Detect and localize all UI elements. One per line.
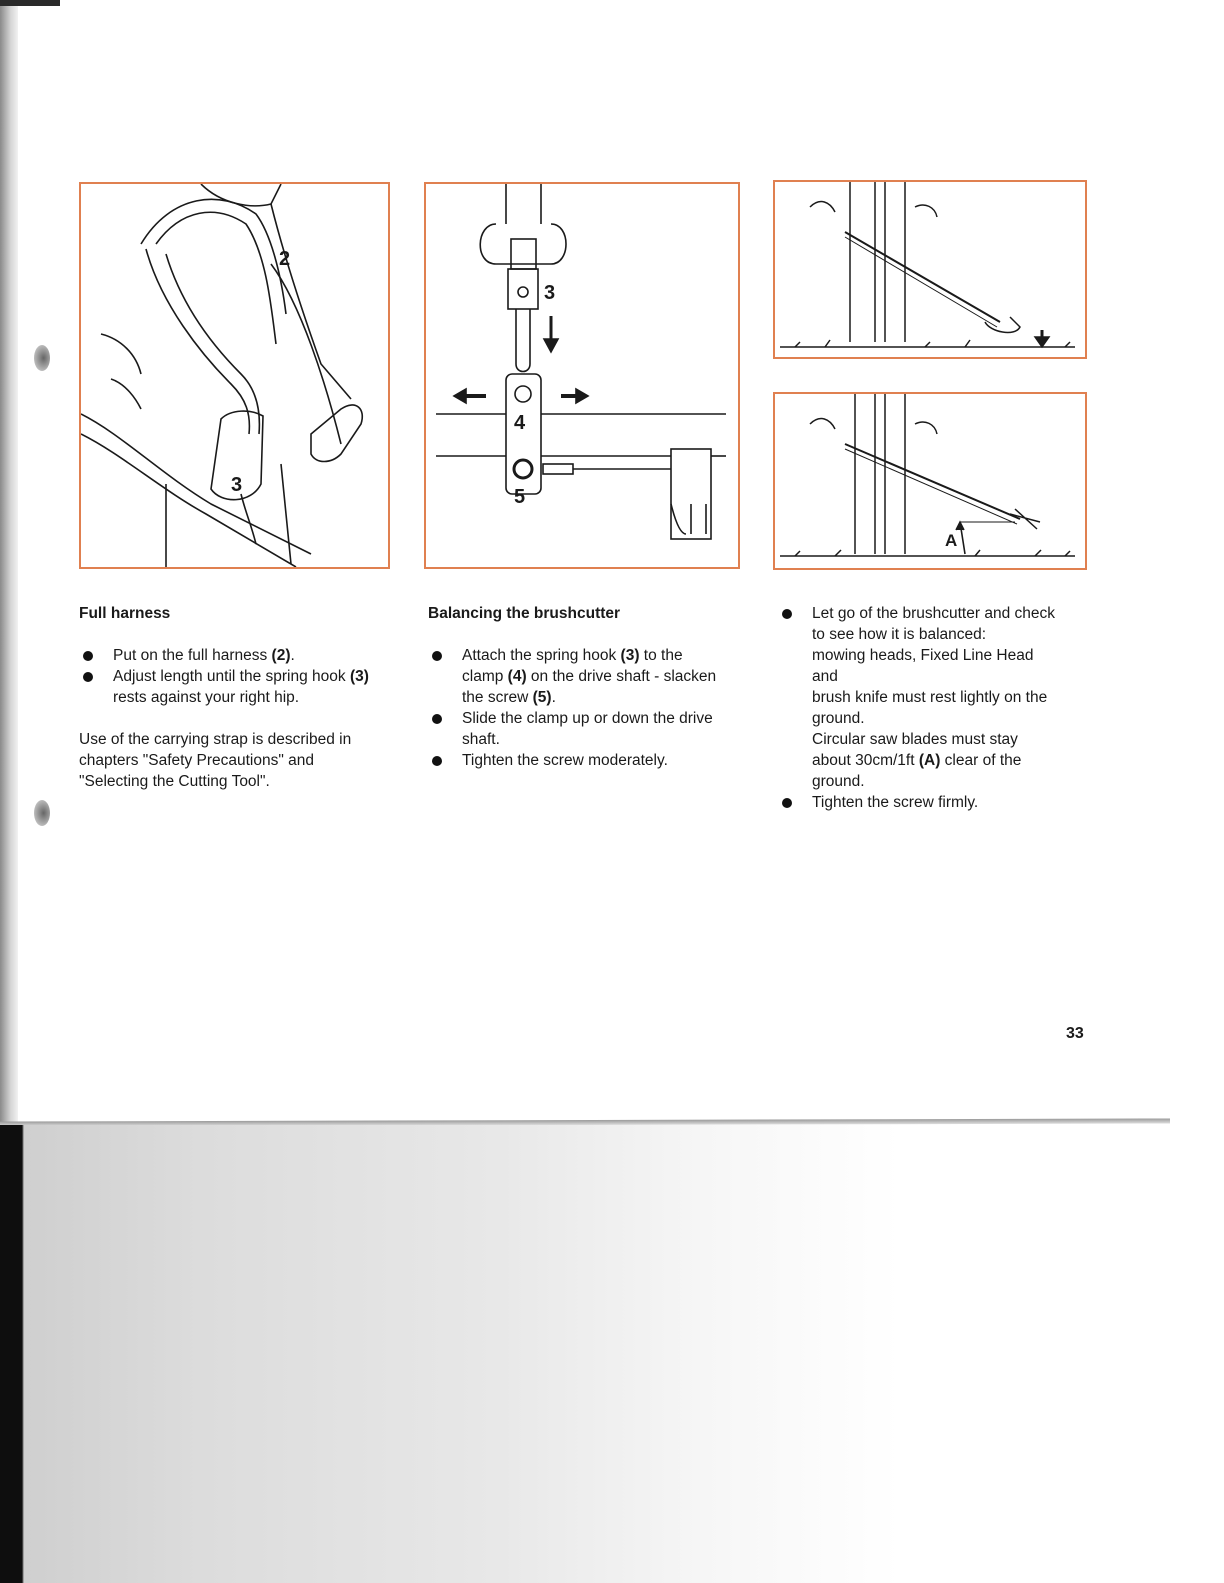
- list-item: Tighten the screw moderately.: [428, 750, 718, 771]
- section-title: Balancing the brushcutter: [428, 605, 621, 622]
- figure-mowing-head-balance: [773, 180, 1087, 359]
- figure-balancing-clamp: [424, 182, 740, 569]
- list-item: Tighten the screw firmly.: [778, 792, 1098, 813]
- page-number: 33: [1066, 1025, 1084, 1042]
- figure-full-harness: [79, 182, 390, 569]
- callout-hook-number: 3: [231, 474, 243, 496]
- scan-background-shadow: [0, 1125, 1224, 1583]
- full-harness-section: [79, 603, 399, 792]
- callout-strap-number: 2: [279, 248, 291, 270]
- instruction-list: [778, 603, 1098, 813]
- list-item: Adjust length until the spring hook (3) rests against your right hip.: [79, 666, 399, 708]
- scan-corner-mark: [0, 0, 60, 6]
- list-item: Attach the spring hook (3) to the clamp (4) on the drive shaft - slacken the screw (5).: [428, 645, 718, 708]
- list-item: Slide the clamp up or down the drive shaft.: [428, 708, 718, 750]
- section-title: Full harness: [79, 605, 171, 622]
- figure-saw-blade-clearance: [773, 392, 1087, 570]
- balance-check-section: [778, 603, 1098, 813]
- list-item: Let go of the brushcutter and check to see how it is balanced: mowing heads, Fixed Line Head and brush knife must rest lightly on the ground. Circular saw blades must stay about 30cm/1ft (A) clear of the ground.: [778, 603, 1098, 792]
- carrying-strap-note: Use of the carrying strap is described in chapters "Safety Precautions" and "Selecting the Cutting Tool".: [79, 731, 352, 790]
- instruction-list: [428, 645, 718, 771]
- callout-screw-number: 5: [514, 486, 526, 508]
- balancing-section: [428, 603, 718, 771]
- punch-hole: [34, 800, 50, 826]
- callout-clamp-number: 4: [514, 412, 526, 434]
- callout-hook-number: 3: [544, 282, 556, 304]
- operator-mowing-illustration: [775, 182, 1085, 357]
- harness-illustration: [81, 184, 388, 567]
- scan-left-edge: [0, 0, 18, 1140]
- clamp-illustration: [426, 184, 738, 567]
- operator-saw-illustration: [775, 394, 1085, 568]
- punch-hole: [34, 345, 50, 371]
- instruction-list: [79, 645, 399, 708]
- callout-gap-label: A: [945, 531, 958, 550]
- list-item: Put on the full harness (2).: [79, 645, 399, 666]
